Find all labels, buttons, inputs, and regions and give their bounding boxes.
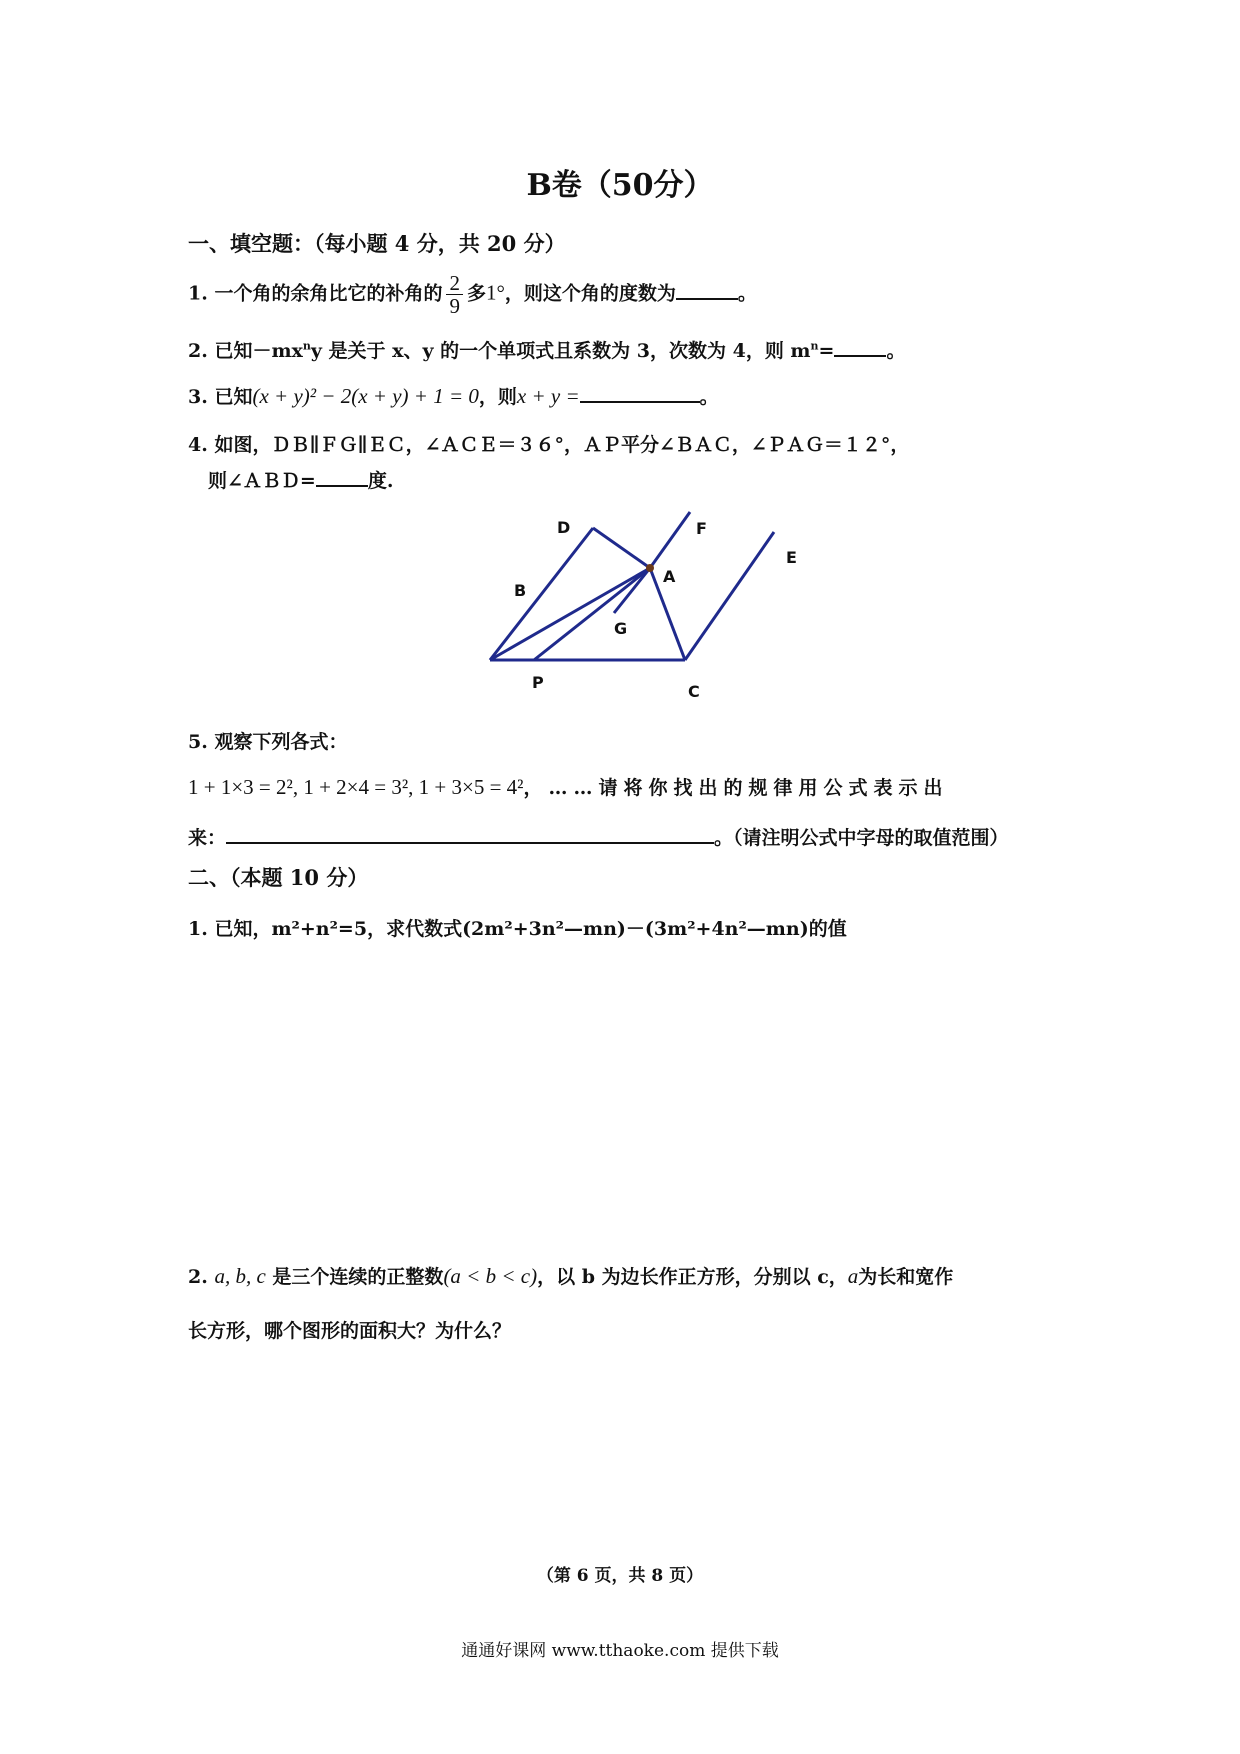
q1-post: ，则这个角的度数为 bbox=[504, 282, 676, 305]
download-credit: 通通好课网 www.tthaoke.com 提供下载 bbox=[461, 1641, 779, 1661]
q4-line2-post: 度. bbox=[367, 470, 394, 492]
label-c: C bbox=[688, 682, 700, 701]
label-p: P bbox=[532, 673, 544, 692]
q3-equation: (x + y)² − 2(x + y) + 1 = 0 bbox=[252, 384, 479, 408]
section2-question-2-line1 bbox=[188, 1262, 953, 1289]
line-af bbox=[650, 512, 690, 568]
section2-question-1: 1. 已知，m²+n²=5，求代数式(2m²+3n²—mn)－(3m²+4n²—mn)的值 bbox=[188, 918, 847, 940]
s2q2-pre: 2. bbox=[188, 1266, 208, 1288]
q5-tail: ，……请将你找出的规律用公式表示出 bbox=[523, 777, 949, 799]
s2q2-post: ，以 b 为边长作正方形，分别以 c， bbox=[537, 1266, 848, 1288]
q5-line3-pre: 来： bbox=[188, 827, 227, 849]
q1-end: 。 bbox=[737, 282, 757, 305]
q5-line3-post: 。（请注明公式中字母的取值范围） bbox=[714, 827, 1009, 849]
label-d: D bbox=[557, 518, 571, 537]
q1-mid: 多 bbox=[466, 282, 486, 305]
s2q2-mid: 是三个连续的正整数 bbox=[272, 1266, 444, 1288]
label-f: F bbox=[696, 519, 707, 538]
label-b: B bbox=[514, 581, 527, 600]
question-4-line1: 4. 如图，ＤＢ∥ＦＧ∥ＥＣ，∠ＡＣＥ＝３６°，ＡＰ平分∠ＢＡＣ，∠ＰＡＧ＝１２°， bbox=[188, 434, 910, 456]
point-a-dot bbox=[646, 564, 654, 572]
q2-sup2: n bbox=[810, 339, 819, 353]
section2-heading: 二、（本题 10 分） bbox=[188, 865, 369, 890]
page-number-footer: （第 6 页，共 8 页） bbox=[536, 1566, 704, 1586]
question-5-heading: 5. 观察下列各式： bbox=[188, 731, 348, 753]
fraction-denominator: 9 bbox=[449, 294, 460, 318]
q3-expression: x + y = bbox=[516, 384, 580, 408]
section2-question-2-line2: 长方形，哪个图形的面积大？为什么？ bbox=[188, 1320, 512, 1342]
q2-end: 。 bbox=[886, 340, 906, 362]
page-title: B卷（50分） bbox=[526, 168, 714, 203]
q5-answer-blank[interactable] bbox=[226, 824, 714, 844]
q2-sup: n bbox=[302, 339, 311, 353]
q1-degree: 1° bbox=[485, 280, 505, 305]
fraction-numerator: 2 bbox=[446, 272, 463, 295]
s2q2-vars: a, b, c bbox=[214, 1264, 266, 1288]
geometry-figure bbox=[0, 0, 1240, 720]
s2q2-post2: 为长和宽作 bbox=[858, 1266, 954, 1288]
label-g: G bbox=[614, 619, 628, 638]
q2-pre: 2. 已知－mx bbox=[188, 340, 303, 362]
line-ce bbox=[685, 532, 774, 660]
q2-mid: y 是关于 x、y 的一个单项式且系数为 3，次数为 4，则 m bbox=[310, 340, 811, 362]
label-e: E bbox=[786, 548, 797, 567]
q5-pattern: 1 + 1×3 = 2², 1 + 2×4 = 3², 1 + 3×5 = 4² bbox=[188, 775, 524, 799]
line-ba bbox=[593, 528, 650, 568]
label-a: A bbox=[663, 567, 676, 586]
q3-mid: ，则 bbox=[478, 386, 517, 408]
q3-end: 。 bbox=[699, 386, 719, 408]
s2q2-inequality: (a < b < c) bbox=[443, 1264, 538, 1288]
line-db bbox=[490, 528, 593, 660]
s2q2-a: a bbox=[847, 1264, 859, 1288]
q1-pre: 1. 一个角的余角比它的补角的 bbox=[188, 282, 443, 305]
q2-post: = bbox=[818, 340, 835, 362]
q3-pre: 3. 已知 bbox=[188, 386, 253, 408]
question-5-line3 bbox=[188, 823, 1009, 850]
section1-heading: 一、填空题：（每小题 4 分，共 20 分） bbox=[188, 231, 566, 256]
question-5-line2 bbox=[188, 773, 949, 800]
q4-line2-pre: 则∠ＡＢＤ= bbox=[208, 470, 316, 492]
